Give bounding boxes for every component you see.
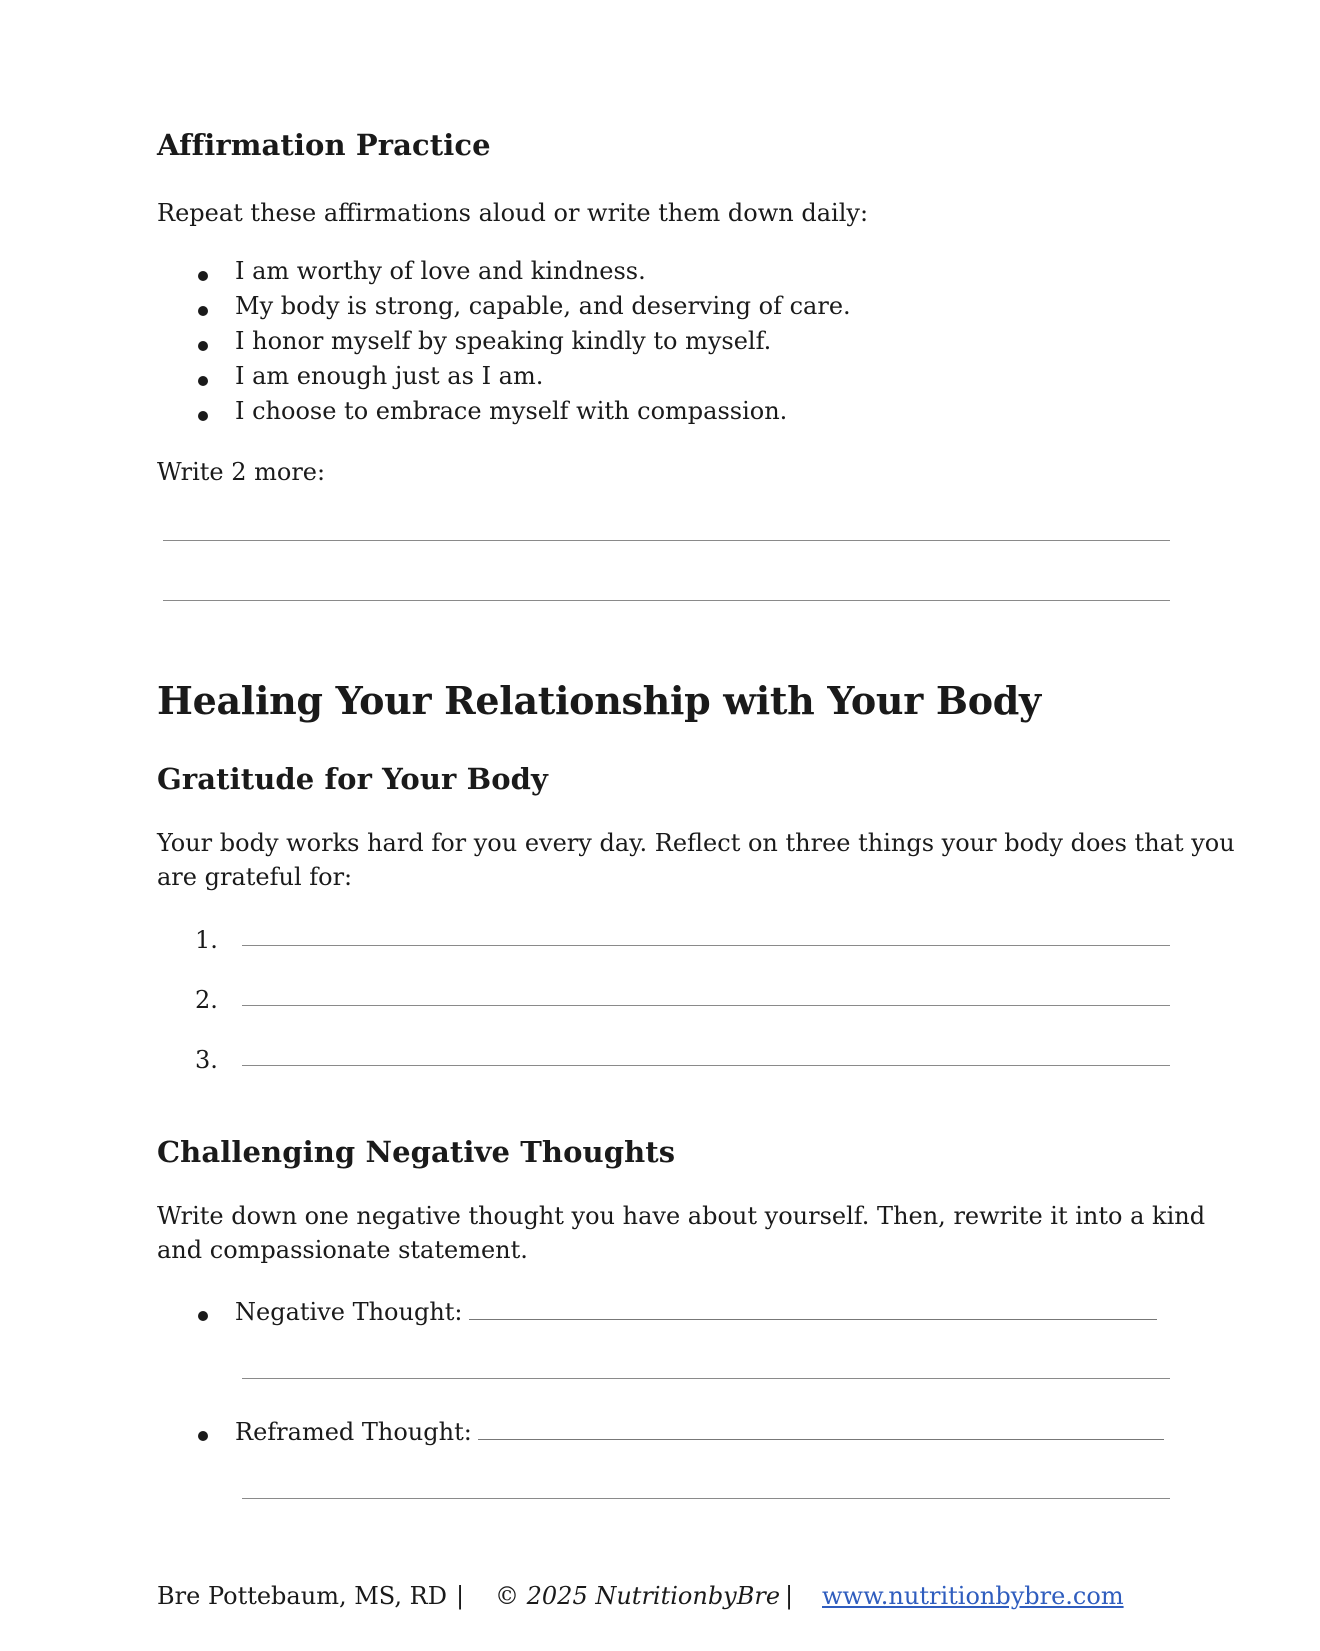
gratitude-heading: Gratitude for Your Body	[157, 762, 549, 796]
list-item: I am worthy of love and kindness.	[235, 257, 646, 285]
list-number: 1.	[195, 926, 218, 954]
list-item: I honor myself by speaking kindly to myself.	[235, 327, 772, 355]
write-more-label: Write 2 more:	[157, 458, 326, 486]
bullet-icon	[198, 271, 208, 281]
affirmation-intro: Repeat these affirmations aloud or write them down daily:	[157, 199, 869, 227]
negative-thought-blank[interactable]	[469, 1297, 1157, 1320]
gratitude-line-3[interactable]	[242, 1065, 1170, 1066]
gratitude-line-1[interactable]	[242, 945, 1170, 946]
footer-copyright: © 2025 NutritionbyBre	[495, 1582, 781, 1610]
negative-thought-label: Negative Thought:	[235, 1298, 463, 1326]
footer-website-link[interactable]: www.nutritionbybre.com	[822, 1582, 1124, 1610]
affirmation-heading: Affirmation Practice	[157, 128, 491, 162]
bullet-icon	[198, 1311, 208, 1321]
bullet-icon	[198, 341, 208, 351]
list-number: 3.	[195, 1046, 218, 1074]
footer-separator: |	[785, 1582, 794, 1610]
list-item: I choose to embrace myself with compassion.	[235, 397, 788, 425]
footer-separator: |	[456, 1582, 465, 1610]
reframed-thought-label: Reframed Thought:	[235, 1418, 472, 1446]
section-title: Healing Your Relationship with Your Body	[157, 678, 1041, 723]
footer-author: Bre Pottebaum, MS, RD	[157, 1582, 447, 1610]
negative-thought-row	[235, 1297, 1157, 1326]
bullet-icon	[198, 376, 208, 386]
gratitude-intro-line1: Your body works hard for you every day. Reflect on three things your body does that you	[157, 829, 1235, 857]
bullet-icon	[198, 306, 208, 316]
challenging-heading: Challenging Negative Thoughts	[157, 1135, 676, 1169]
reframed-thought-line[interactable]	[242, 1498, 1170, 1499]
negative-thought-line[interactable]	[242, 1378, 1170, 1379]
challenging-intro-line1: Write down one negative thought you have about yourself. Then, rewrite it into a kind	[157, 1202, 1206, 1230]
reframed-thought-blank[interactable]	[478, 1417, 1164, 1440]
list-item: I am enough just as I am.	[235, 362, 544, 390]
list-item: My body is strong, capable, and deserving of care.	[235, 292, 851, 320]
write-line-2[interactable]	[163, 600, 1170, 601]
bullet-icon	[198, 1431, 208, 1441]
list-number: 2.	[195, 986, 218, 1014]
gratitude-line-2[interactable]	[242, 1005, 1170, 1006]
write-line-1[interactable]	[163, 540, 1170, 541]
reframed-thought-row	[235, 1417, 1164, 1446]
bullet-icon	[198, 411, 208, 421]
gratitude-intro-line2: are grateful for:	[157, 863, 353, 891]
challenging-intro-line2: and compassionate statement.	[157, 1236, 528, 1264]
